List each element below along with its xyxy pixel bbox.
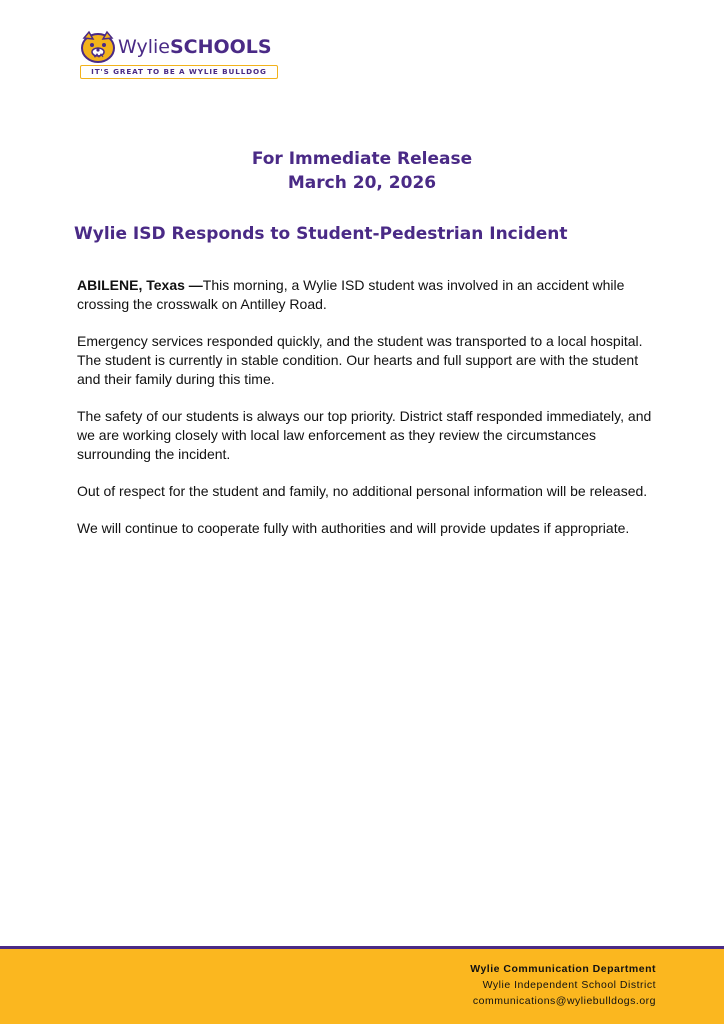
paragraph-2: Emergency services responded quickly, and the student was transported to a local hospital. The student is currently in stable condition. Our hearts and full support are with the student and their family during this time. [77,333,643,387]
paragraph-3: The safety of our students is always our top priority. District staff responded immediately, and we are working closely with local law enforcement as they review the circumstances surrounding the incident. [77,408,652,462]
footer-email: communications@wyliebulldogs.org [472,995,656,1007]
paragraph-1-text: This morning, a Wylie ISD student was involved in an accident while crossing the crosswalk on Antilley Road. [77,277,625,312]
footer [0,949,724,1024]
press-body [77,276,657,556]
footer-district: Wylie Independent School District [482,979,656,991]
release-label: For Immediate Release [251,149,473,169]
footer-department: Wylie Communication Department [470,963,656,975]
paragraph-4: Out of respect for the student and family, no additional personal information will be released. [77,483,648,499]
footer-contact [470,961,656,1009]
release-date: March 20, 2026 [287,173,437,193]
release-block [0,147,724,195]
headline: Wylie ISD Responds to Student-Pedestrian Incident [74,224,568,244]
logo-wordmark [118,38,272,57]
dateline: ABILENE, Texas — [77,277,203,293]
paragraph-5: We will continue to cooperate fully with authorities and will provide updates if appropriate. [77,520,630,536]
logo-word-light: Wylie [118,36,170,58]
logo-tagline: IT'S GREAT TO BE A WYLIE BULLDOG [80,65,278,79]
school-logo [78,30,282,82]
logo-word-bold: SCHOOLS [169,36,272,58]
paragraph-1 [77,276,657,314]
